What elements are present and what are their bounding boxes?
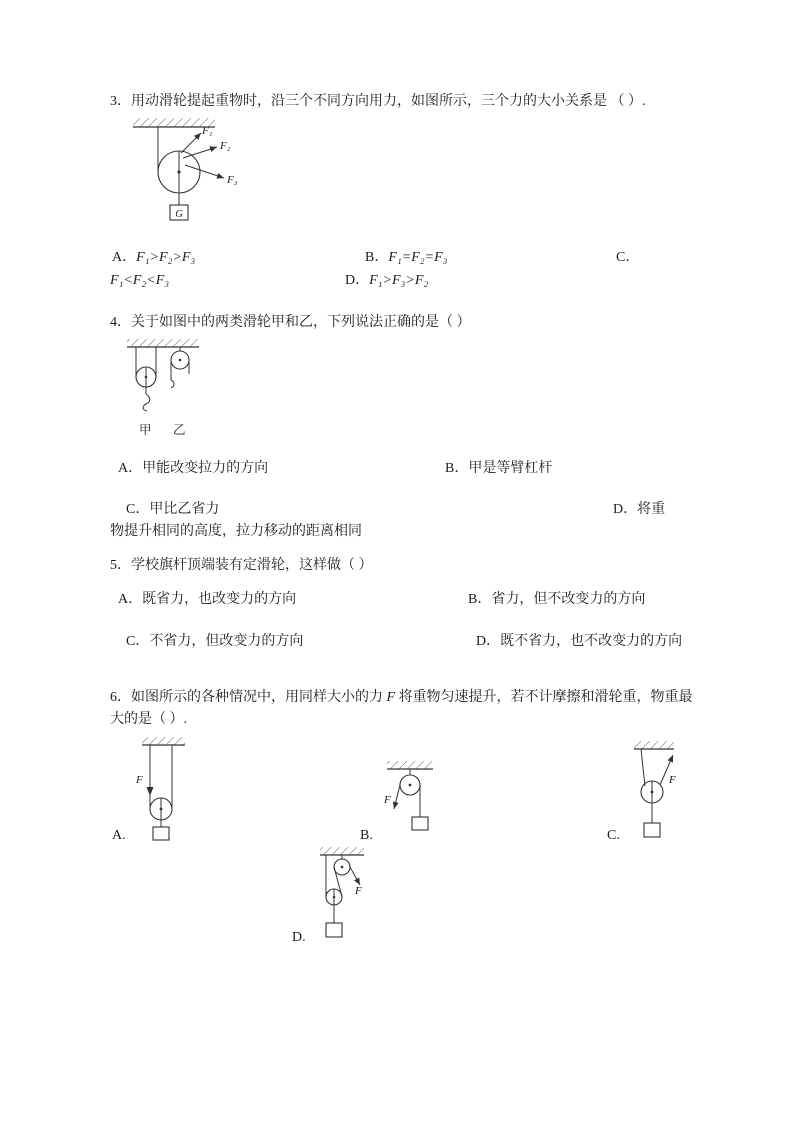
- force-label-f: F: [669, 774, 676, 786]
- force-arrow-f3: [185, 165, 224, 178]
- q3-option-a-expr: F₁>F₂>F₃: [136, 250, 196, 265]
- force-label-f: F: [384, 794, 391, 806]
- jia-hook: [143, 394, 150, 411]
- ceiling-hatch: [320, 847, 364, 855]
- q6-label-b: B.: [360, 828, 373, 843]
- q3-option-d: [345, 272, 428, 289]
- q6-label-c: C.: [607, 828, 620, 843]
- q5-stem: 5．学校旗杆顶端装有定滑轮，这样做（ ）: [110, 558, 373, 573]
- q6-figure-c: [626, 739, 684, 843]
- q3-option-d-letter: D．: [345, 273, 370, 288]
- q5-option-a: A．既省力，也改变力的方向: [118, 592, 297, 607]
- q3-option-a-letter: A．: [112, 250, 137, 265]
- force-label-f: F: [355, 885, 362, 897]
- pulley-center: [409, 784, 412, 787]
- q6-figure-d: [316, 845, 374, 945]
- rope-between-pulleys: [334, 867, 342, 897]
- load-box: [644, 823, 660, 837]
- jia-label: 甲: [139, 423, 152, 437]
- force-arrowhead-down: [147, 787, 154, 796]
- q3-stem: 3．用动滑轮提起重物时，沿三个不同方向用力，如图所示，三个力的大小关系是 （ ）.: [110, 94, 646, 109]
- q6-stem-part1: 6．如图所示的各种情况中，用同样大小的力: [110, 690, 387, 705]
- q4-two-pulleys-figure: [123, 337, 218, 439]
- q4-option-a: A．甲能改变拉力的方向: [118, 461, 269, 476]
- force-arrow: [394, 785, 400, 809]
- jia-pulley-center: [145, 376, 148, 379]
- q4-option-c: C．甲比乙省力: [126, 502, 220, 517]
- q4-option-d-line2: 物提升相同的高度，拉力移动的距离相同: [110, 524, 362, 539]
- q4-option-d-line1: D．将重: [613, 502, 666, 517]
- yi-hook: [171, 380, 174, 388]
- pulley-center: [177, 170, 180, 173]
- force-label-f3: F₃: [227, 174, 238, 186]
- q6-figure-b: [383, 759, 438, 843]
- q6-label-a: A.: [112, 828, 126, 843]
- q6-figure-a: [133, 735, 193, 843]
- q6-stem-line2: 大的是（ ）.: [110, 712, 187, 727]
- movable-pulley-center: [333, 896, 336, 899]
- rope-fixed: [641, 749, 645, 786]
- q6-stem-part2: 将重物匀速提升，若不计摩擦和滑轮重，物重最: [395, 690, 693, 705]
- q4-option-b: B．甲是等臂杠杆: [445, 461, 553, 476]
- q3-option-b-letter: B．: [365, 250, 389, 265]
- pulley-center: [651, 791, 654, 794]
- q3-option-a: [112, 249, 195, 266]
- yi-label: 乙: [173, 423, 186, 437]
- force-arrow-f1: [181, 133, 201, 153]
- pulley-center: [160, 808, 163, 811]
- q3-option-b: [365, 249, 448, 266]
- load-label-g: G: [175, 209, 183, 220]
- ceiling-hatch: [142, 737, 185, 745]
- q6-label-d: D.: [292, 930, 306, 945]
- fixed-pulley-center: [341, 866, 344, 869]
- q6-stem-line1: [110, 689, 693, 706]
- q4-stem: 4．关于如图中的两类滑轮甲和乙，下列说法正确的是（ ）: [110, 315, 471, 330]
- force-label-f: F: [136, 774, 143, 786]
- ceiling-hatch: [127, 339, 199, 347]
- q6-stem-f: F: [386, 690, 396, 705]
- force-label-f2: F₂: [220, 140, 231, 152]
- yi-pulley-center: [179, 359, 182, 362]
- q3-option-c-letter: [616, 249, 639, 266]
- q5-option-d: D．既不省力，也不改变力的方向: [476, 634, 683, 649]
- q3-pulley-figure: [125, 116, 255, 228]
- q3-option-c-letter-text: C．: [616, 250, 640, 265]
- q5-option-b: B．省力，但不改变力的方向: [468, 592, 646, 607]
- force-label-f1: F₁: [202, 125, 213, 137]
- ceiling-hatch: [634, 741, 674, 749]
- load-box: [153, 827, 169, 840]
- force-arrow: [350, 867, 360, 885]
- q3-option-c-expr-text: F₁<F₂<F₃: [110, 273, 170, 288]
- q3-option-c-expr: [110, 272, 169, 289]
- q3-option-b-expr: F₁=F₂=F₃: [388, 250, 448, 265]
- load-box: [412, 817, 428, 830]
- ceiling-hatch: [387, 761, 433, 769]
- q3-option-d-expr: F₁>F₃>F₂: [369, 273, 429, 288]
- q5-option-c: C．不省力，但改变力的方向: [126, 634, 304, 649]
- load-box: [326, 923, 342, 937]
